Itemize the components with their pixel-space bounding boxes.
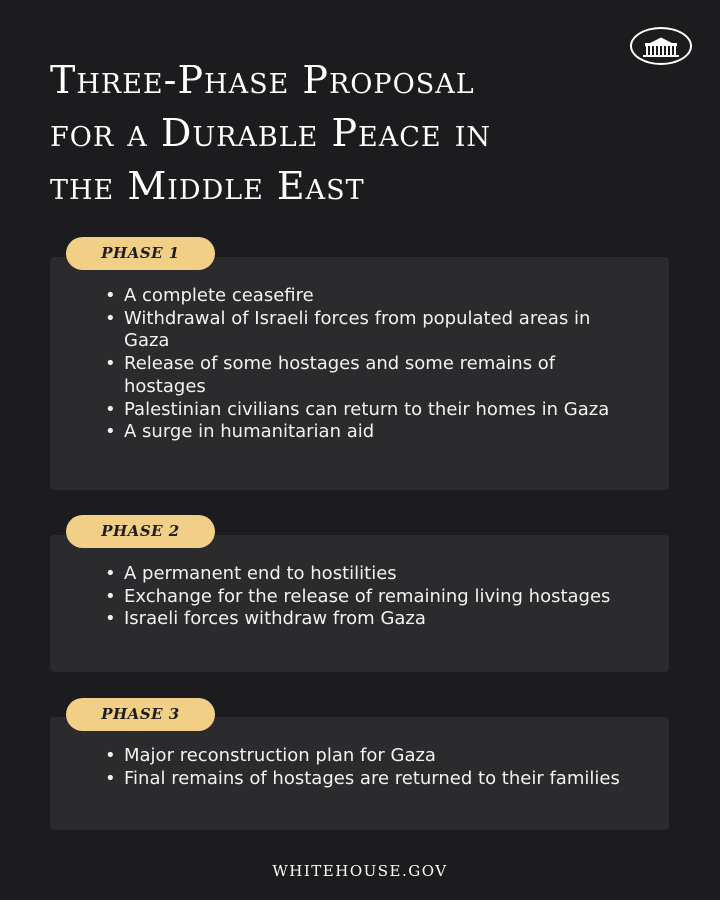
phase-1-item: • Release of some hostages and some remains of hostages bbox=[105, 353, 625, 398]
title-line: the Middle East bbox=[50, 164, 365, 208]
phase-2-item: • Israeli forces withdraw from Gaza bbox=[105, 608, 625, 631]
phase-2-badge: PHASE 2 bbox=[66, 515, 215, 548]
phase-1-list bbox=[105, 285, 625, 444]
phase-1-badge: PHASE 1 bbox=[66, 237, 215, 270]
title-line: for a Durable Peace in bbox=[50, 111, 491, 155]
phase-2-item: • A permanent end to hostilities bbox=[105, 563, 625, 586]
phase-1-item: • A complete ceasefire bbox=[105, 285, 625, 308]
phase-2-item: • Exchange for the release of remaining living hostages bbox=[105, 586, 625, 609]
phase-3-list bbox=[105, 745, 625, 790]
phase-1-item: • Withdrawal of Israeli forces from populated areas in Gaza bbox=[105, 308, 625, 353]
phase-3-item: • Final remains of hostages are returned to their families bbox=[105, 768, 625, 791]
page-title bbox=[50, 54, 610, 213]
white-house-logo bbox=[630, 27, 692, 65]
phase-1-item: • Palestinian civilians can return to their homes in Gaza bbox=[105, 399, 625, 422]
phase-3-badge: PHASE 3 bbox=[66, 698, 215, 731]
phase-2-list bbox=[105, 563, 625, 631]
footer-website: WHITEHOUSE.GOV bbox=[272, 862, 448, 880]
title-line: Three-Phase Proposal bbox=[50, 58, 475, 102]
phase-1-item: • A surge in humanitarian aid bbox=[105, 421, 625, 444]
white-house-icon bbox=[632, 29, 690, 63]
phase-3-item: • Major reconstruction plan for Gaza bbox=[105, 745, 625, 768]
